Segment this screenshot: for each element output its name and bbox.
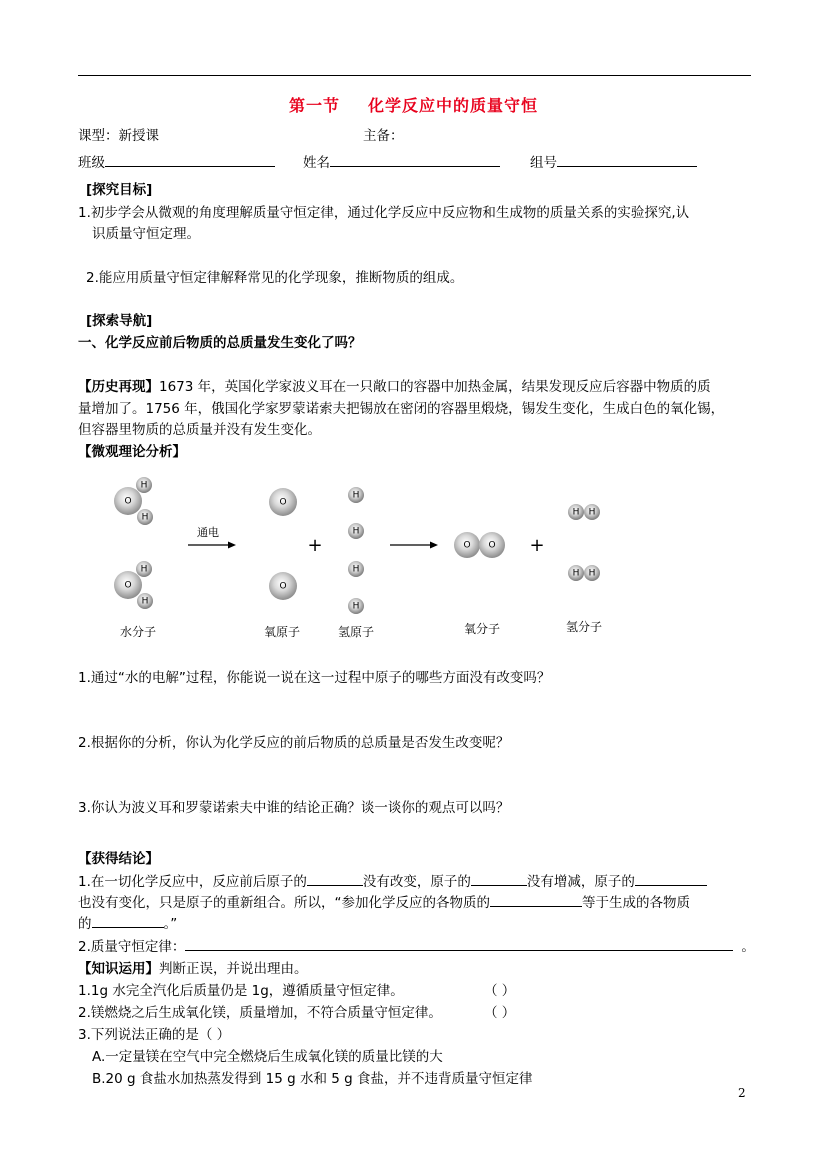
hydrogen-molecule-symbol: H	[588, 507, 596, 518]
history-line3: 但容器里物质的总质量并没有发生变化。	[78, 422, 321, 438]
name-field	[303, 151, 500, 171]
conclusion-text: 没有增减，原子的	[526, 874, 635, 890]
history-text1: 1673 年，英国化学家波义耳在一只敞口的容器中加热金属，结果发现反应后容器中物质的质	[159, 379, 711, 395]
page-title	[0, 93, 827, 116]
history-line2: 量增加了。1756 年，俄国化学家罗蒙诺索夫把锡放在密闭的容器里煅烧，锡发生变化，生成白色的氧化锡，	[78, 401, 725, 417]
conclusion-text: 等于生成的各物质	[582, 895, 690, 911]
group-blank[interactable]	[557, 153, 697, 167]
conclusion-line1	[78, 870, 707, 890]
title-topic: 化学反应中的质量守恒	[368, 96, 539, 115]
goal-2: 2.能应用质量守恒定律解释常见的化学现象，推断物质的组成。	[86, 270, 464, 286]
application-item-text: 1.1g 水完全汽化后质量仍是 1g，遵循质量守恒定律。	[78, 983, 404, 999]
blank-atom-mass[interactable]	[635, 872, 707, 886]
conclusion-heading: 【获得结论】	[78, 851, 159, 867]
option-b: B.20 g 食盐水加热蒸发得到 15 g 水和 5 g 食盐，并不违背质量守恒定律	[92, 1071, 533, 1087]
title-section: 第一节	[288, 96, 340, 115]
arrow-label: 通电	[197, 526, 219, 539]
group-field	[530, 151, 697, 171]
oxygen-atom-symbol: O	[279, 497, 287, 508]
class-blank[interactable]	[105, 153, 275, 167]
water-o-symbol: O	[124, 580, 132, 591]
header-rule	[78, 75, 751, 76]
goal-1-line1: 1.初步学会从微观的角度理解质量守恒定律，通过化学反应中反应物和生成物的质量关系的实验探究,认	[78, 205, 690, 221]
goals-heading: [探究目标]	[86, 182, 153, 198]
section-one-heading: 一、化学反应前后物质的总质量发生变化了吗？	[78, 335, 362, 351]
name-label: 姓名	[303, 155, 330, 171]
conclusion-text: 。”	[163, 916, 178, 932]
name-blank[interactable]	[330, 153, 500, 167]
conclusion-text: 没有改变，原子的	[362, 874, 471, 890]
conclusion-text: 1.在一切化学反应中，反应前后原子的	[78, 874, 307, 890]
blank-total-mass[interactable]	[490, 893, 582, 907]
oxygen-molecule-label: 氧分子	[463, 622, 501, 636]
goal-1-line2: 识质量守恒定理。	[92, 226, 200, 242]
water-h-symbol: H	[140, 564, 148, 575]
blank-products-mass[interactable]	[92, 914, 164, 928]
answer-paren[interactable]: （ ）	[484, 1005, 516, 1021]
history-line1	[78, 375, 711, 395]
application-heading: 【知识运用】	[78, 961, 159, 977]
group-label: 组号	[530, 155, 557, 171]
hydrogen-atom-label: 氢原子	[337, 625, 375, 639]
option-a: A.一定量镁在空气中完全燃烧后生成氧化镁的质量比镁的大	[92, 1049, 443, 1065]
application-item-2	[78, 1001, 516, 1021]
page-number: 2	[738, 1086, 746, 1100]
blank-law-definition[interactable]	[185, 937, 733, 951]
question-2: 2.根据你的分析，你认为化学反应的前后物质的总质量是否发生改变呢？	[78, 735, 510, 751]
application-item-1	[78, 979, 516, 999]
blank-atom-kind[interactable]	[307, 872, 363, 886]
law-label: 2.质量守恒定律：	[78, 939, 186, 955]
class-label: 班级	[78, 155, 105, 171]
answer-paren[interactable]: （ ）	[484, 983, 516, 999]
hydrogen-molecule-symbol: H	[572, 507, 580, 518]
hydrogen-molecule-label: 氢分子	[565, 620, 603, 634]
water-h-symbol: H	[140, 480, 148, 491]
hydrogen-atom-symbol: H	[352, 490, 360, 501]
question-1: 1.通过“水的电解”过程，你能说一说在这一过程中原子的哪些方面没有改变吗？	[78, 670, 551, 686]
micro-heading: 【微观理论分析】	[78, 444, 186, 460]
application-item-3: 3.下列说法正确的是（ ）	[78, 1027, 231, 1043]
hydrogen-molecule-symbol: H	[572, 568, 580, 579]
conclusion-line4	[78, 935, 755, 955]
hydrogen-atom-symbol: H	[352, 601, 360, 612]
water-h-symbol: H	[141, 512, 149, 523]
conclusion-line3	[78, 912, 177, 932]
conclusion-text: 的	[78, 916, 92, 932]
hydrogen-molecule-symbol: H	[588, 568, 596, 579]
course-type: 课型：新授课	[78, 128, 159, 144]
guide-heading: [探索导航]	[86, 313, 153, 329]
application-heading-line	[78, 957, 308, 977]
conclusion-text: 。	[741, 939, 755, 955]
oxygen-molecule-symbol: O	[488, 540, 496, 551]
oxygen-atom-symbol: O	[279, 581, 287, 592]
preparer: 主备：	[363, 128, 404, 144]
conclusion-line2	[78, 891, 690, 911]
water-molecule-1	[114, 477, 153, 525]
history-tag: 【历史再现】	[78, 379, 159, 395]
water-molecule-2	[114, 561, 153, 609]
oxygen-molecule-symbol: O	[463, 540, 471, 551]
reaction-arrow-head-icon	[430, 542, 438, 549]
oxygen-atom-label: 氧原子	[263, 625, 301, 639]
electrolysis-diagram	[100, 470, 640, 650]
plus-sign-1: +	[307, 535, 323, 556]
arrow-head-icon	[228, 542, 236, 549]
conclusion-text: 也没有变化，只是原子的重新组合。所以，“参加化学反应的各物质的	[78, 895, 490, 911]
plus-sign-2: +	[529, 535, 545, 556]
application-item-text: 2.镁燃烧之后生成氧化镁，质量增加，不符合质量守恒定律。	[78, 1005, 442, 1021]
class-field	[78, 151, 275, 171]
blank-atom-number[interactable]	[471, 872, 527, 886]
question-3: 3.你认为波义耳和罗蒙诺索夫中谁的结论正确？谈一谈你的观点可以吗？	[78, 800, 510, 816]
water-label: 水分子	[119, 625, 157, 639]
water-o-symbol: O	[124, 496, 132, 507]
water-h-symbol: H	[141, 596, 149, 607]
hydrogen-atom-symbol: H	[352, 564, 360, 575]
hydrogen-atom-symbol: H	[352, 526, 360, 537]
application-intro: 判断正误，并说出理由。	[159, 961, 308, 977]
